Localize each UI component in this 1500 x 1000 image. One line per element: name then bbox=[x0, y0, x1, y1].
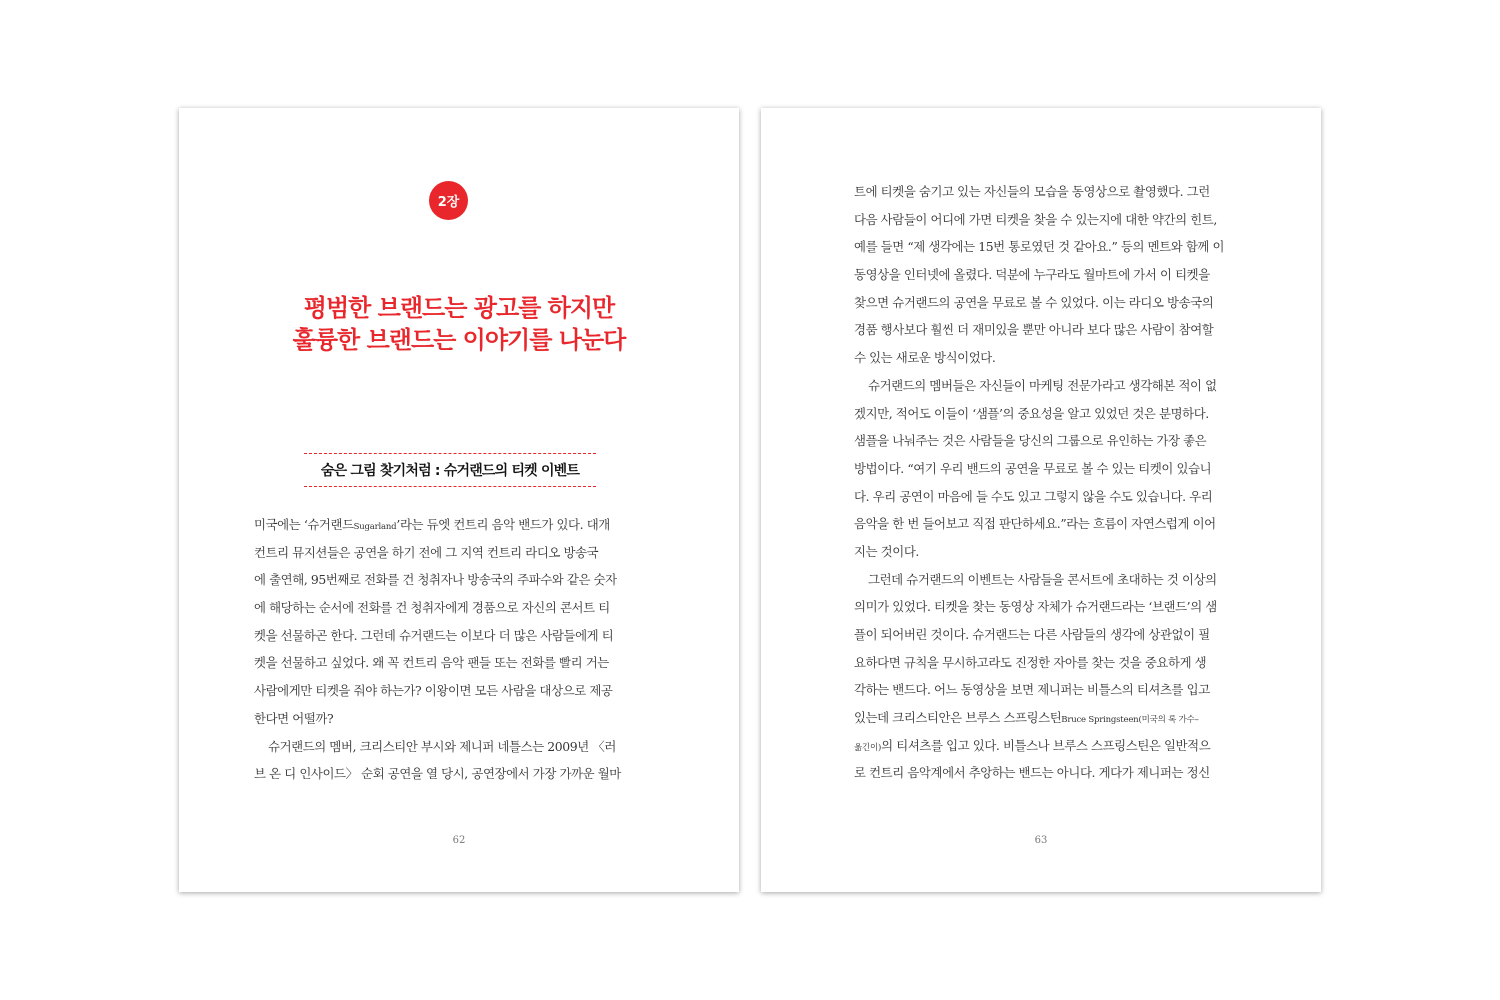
body-line-text: 미국에는 ‘슈거랜드 bbox=[254, 517, 354, 532]
body-line bbox=[854, 344, 1246, 372]
body-line bbox=[254, 566, 646, 594]
body-line-text: 다음 사람들이 어디에 가면 티켓을 찾을 수 있는지에 대한 약간의 힌트, bbox=[854, 211, 1217, 227]
body-line bbox=[854, 400, 1246, 428]
body-line bbox=[854, 676, 1246, 704]
body-line-text: 찾으면 슈거랜드의 공연을 무료로 볼 수 있었다. 이는 라디오 방송국의 bbox=[854, 294, 1214, 310]
body-line bbox=[854, 621, 1246, 649]
body-line bbox=[254, 622, 646, 650]
chapter-title-line-1: 평범한 브랜드는 광고를 하지만 bbox=[303, 294, 615, 322]
body-line-text: 경품 행사보다 훨씬 더 재미있을 뿐만 아니라 보다 많은 사람이 참여할 bbox=[854, 322, 1214, 338]
right-body-text bbox=[854, 178, 1246, 787]
body-line-gloss: 옮긴이) bbox=[854, 742, 882, 753]
body-line-text: 사람에게만 티켓을 줘야 하는가? 이왕이면 모든 사람을 대상으로 제공 bbox=[254, 683, 613, 699]
body-line-text: 컨트리 뮤지션들은 공연을 하기 전에 그 지역 컨트리 라디오 방송국 bbox=[254, 544, 599, 560]
body-line-text: 수 있는 새로운 방식이었다. bbox=[854, 350, 996, 366]
body-line-text: 지는 것이다. bbox=[854, 543, 919, 559]
body-line-text: 그런데 슈거랜드의 이벤트는 사람들을 콘서트에 초대하는 것 이상의 bbox=[868, 571, 1217, 587]
body-line bbox=[854, 206, 1246, 234]
body-line bbox=[854, 316, 1246, 344]
body-line-text: 겠지만, 적어도 이들이 ‘샘플’의 중요성을 알고 있었던 것은 분명하다. bbox=[854, 405, 1209, 421]
body-line-text: 있는데 크리스티안은 브루스 스프링스틴 bbox=[854, 710, 1062, 726]
body-line bbox=[254, 760, 646, 788]
page-number-left: 62 bbox=[452, 835, 466, 846]
body-line-text: 음악을 한 번 들어보고 직접 판단하세요.”라는 흐름이 자연스럽게 이어 bbox=[854, 516, 1216, 532]
body-line-text: 예를 들면 “제 생각에는 15번 통로였던 것 같아요.” 등의 멘트와 함께 이 bbox=[854, 239, 1225, 255]
body-line-text: 에 해당하는 순서에 전화를 건 청취자에게 경품으로 자신의 콘서트 티 bbox=[254, 600, 610, 616]
body-line-text: 슈거랜드의 멤버, 크리스티안 부시와 제니퍼 네틀스는 2009년 〈러 bbox=[268, 738, 616, 754]
body-line bbox=[254, 705, 646, 733]
chapter-badge: 2장 bbox=[429, 181, 468, 220]
body-line bbox=[854, 704, 1246, 732]
body-line-text: 의미가 있었다. 티켓을 찾는 동영상 자체가 슈거랜드라는 ‘브랜드’의 샘 bbox=[854, 599, 1217, 615]
body-line bbox=[254, 539, 646, 567]
body-line bbox=[254, 677, 646, 705]
body-line-text: 방법이다. “여기 우리 밴드의 공연을 무료로 볼 수 있는 티켓이 있습니 bbox=[854, 460, 1212, 476]
body-line bbox=[854, 566, 1246, 594]
body-line-text-continued: 의 티셔츠를 입고 있다. 비틀스나 브루스 스프링스틴은 일반적으 bbox=[881, 737, 1211, 753]
body-line-text: 켓을 선물하곤 한다. 그런데 슈거랜드는 이보다 더 많은 사람들에게 티 bbox=[254, 627, 614, 643]
body-line-text-continued: ’라는 듀엣 컨트리 음악 밴드가 있다. 대개 bbox=[396, 517, 610, 532]
body-line-text: 요하다면 규칙을 무시하고라도 진정한 자아를 찾는 것을 중요하게 생 bbox=[854, 654, 1207, 670]
body-line bbox=[854, 649, 1246, 677]
body-line-gloss: Sugarland bbox=[353, 522, 397, 532]
body-line bbox=[854, 178, 1246, 206]
body-line-text: 다. 우리 공연이 마음에 들 수도 있고 그렇지 않을 수도 있습니다. 우리 bbox=[854, 488, 1213, 504]
section-heading: 숨은 그림 찾기처럼 : 슈거랜드의 티켓 이벤트 bbox=[304, 453, 596, 487]
body-line bbox=[854, 289, 1246, 317]
left-book-page bbox=[179, 108, 739, 892]
body-line bbox=[854, 732, 1246, 760]
body-line bbox=[854, 455, 1246, 483]
body-line-text: 샘플을 나눠주는 것은 사람들을 당신의 그룹으로 유인하는 가장 좋은 bbox=[854, 433, 1207, 449]
body-line bbox=[854, 759, 1246, 787]
body-line bbox=[854, 510, 1246, 538]
chapter-title-line-2: 훌륭한 브랜드는 이야기를 나눈다 bbox=[292, 326, 626, 354]
body-line bbox=[854, 261, 1246, 289]
body-line-text: 각하는 밴드다. 어느 동영상을 보면 제니퍼는 비틀스의 티셔츠를 입고 bbox=[854, 682, 1210, 698]
body-line bbox=[854, 483, 1246, 511]
body-line bbox=[254, 649, 646, 677]
body-line bbox=[854, 427, 1246, 455]
body-line bbox=[254, 733, 646, 761]
page-number-right: 63 bbox=[1034, 835, 1048, 846]
body-line-text: 에 출연해, 95번째로 전화를 건 청취자나 방송국의 주파수와 같은 숫자 bbox=[254, 572, 617, 588]
body-line bbox=[254, 511, 646, 539]
body-line-gloss: Bruce Springsteen(미국의 록 가수– bbox=[1061, 715, 1199, 726]
body-line-text: 켓을 선물하고 싶었다. 왜 꼭 컨트리 음악 팬들 또는 전화를 빨리 거는 bbox=[254, 655, 609, 671]
body-line-text: 로 컨트리 음악계에서 추앙하는 밴드는 아니다. 게다가 제니퍼는 정신 bbox=[854, 765, 1210, 781]
body-line-text: 슈거랜드의 멤버들은 자신들이 마케팅 전문가라고 생각해본 적이 없 bbox=[868, 377, 1217, 393]
body-line-text: 한다면 어떨까? bbox=[254, 710, 334, 726]
body-line bbox=[854, 593, 1246, 621]
body-line-text: 트에 티켓을 숨기고 있는 자신들의 모습을 동영상으로 촬영했다. 그런 bbox=[854, 184, 1210, 199]
body-line bbox=[854, 538, 1246, 566]
body-line bbox=[854, 233, 1246, 261]
body-line bbox=[854, 372, 1246, 400]
body-line bbox=[254, 594, 646, 622]
right-book-page bbox=[761, 108, 1321, 892]
body-line-text: 동영상을 인터넷에 올렸다. 덕분에 누구라도 월마트에 가서 이 티켓을 bbox=[854, 267, 1210, 283]
body-line-text: 브 온 디 인사이드〉 순회 공연을 열 당시, 공연장에서 가장 가까운 월마 bbox=[254, 766, 621, 782]
body-line-text: 플이 되어버린 것이다. 슈거랜드는 다른 사람들의 생각에 상관없이 필 bbox=[854, 627, 1210, 642]
left-body-text bbox=[254, 511, 646, 788]
